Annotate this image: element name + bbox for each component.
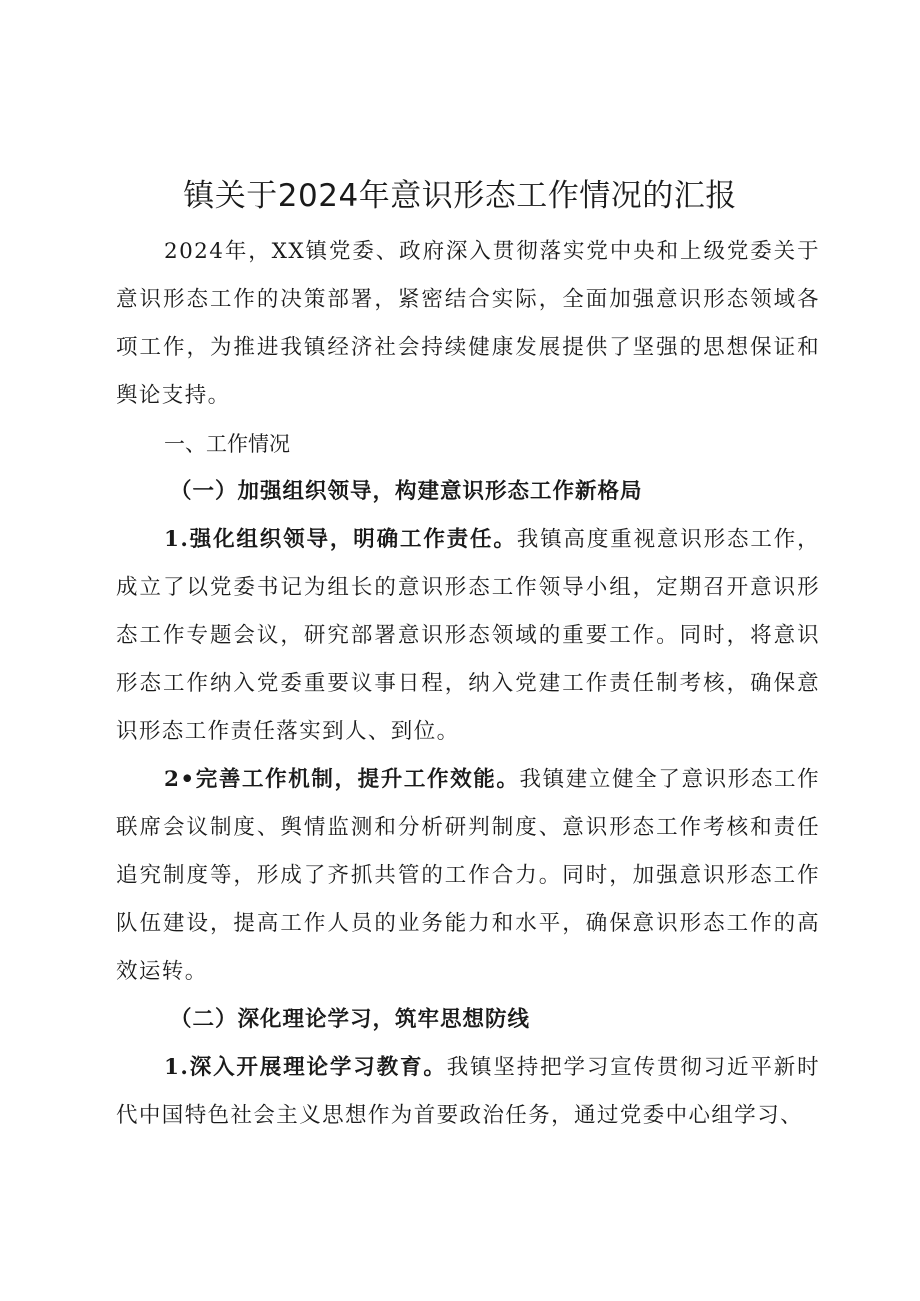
paragraph-lead: 2•完善工作机制，提升工作效能。	[164, 767, 520, 792]
paragraph-body: 我镇建立健全了意识形态工作联席会议制度、舆情监测和分析研判制度、意识形态工作考核和责任追究制度等，形成了齐抓共管的工作合力。同时，加强意识形态工作队伍建设，提高工作人员的业务能力和水平，确保意识形态工作的高效运转。	[116, 767, 820, 984]
paragraph-theory-study	[116, 1044, 820, 1140]
paragraph-lead: 1.强化组织领导，明确工作责任。	[164, 527, 517, 552]
subsection-heading-organization: （一）加强组织领导，构建意识形态工作新格局	[170, 479, 643, 504]
paragraph-lead: 1.深入开展理论学习教育。	[164, 1055, 447, 1080]
paragraph-organization-leadership	[116, 516, 820, 756]
paragraph-work-mechanism	[116, 756, 820, 996]
section-heading-work-status: 一、工作情况	[164, 432, 290, 456]
subsection-heading-theory-study: （二）深化理论学习，筑牢思想防线	[170, 1007, 531, 1032]
paragraph-body: 我镇坚持把学习宣传贯彻习近平新时代中国特色社会主义思想作为首要政治任务，通过党委中心组学习、	[116, 1055, 820, 1128]
intro-paragraph: 2024年，XX镇党委、政府深入贯彻落实党中央和上级党委关于意识形态工作的决策部署，紧密结合实际，全面加强意识形态领域各项工作，为推进我镇经济社会持续健康发展提供了坚强的思想保证和舆论支持。	[116, 239, 820, 408]
document-title: 镇关于2024年意识形态工作情况的汇报	[183, 178, 737, 214]
paragraph-body: 我镇高度重视意识形态工作，成立了以党委书记为组长的意识形态工作领导小组，定期召开意识形态工作专题会议，研究部署意识形态领域的重要工作。同时，将意识形态工作纳入党委重要议事日程，纳入党建工作责任制考核，确保意识形态工作责任落实到人、到位。	[116, 527, 820, 744]
